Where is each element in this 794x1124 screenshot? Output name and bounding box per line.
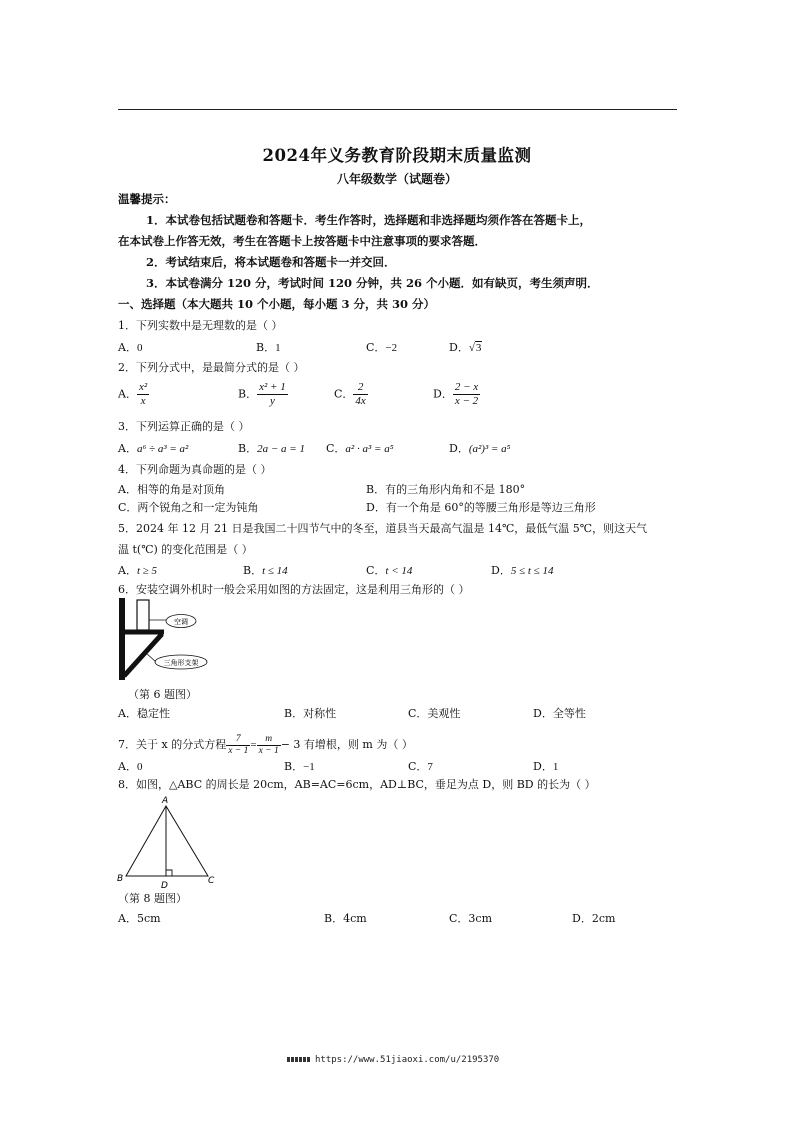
fig-label-bracket: 三角形支架 <box>163 659 199 667</box>
q7-option-d: D．1 <box>533 760 559 773</box>
q1-option-a: A．0 <box>118 341 143 354</box>
q6-stem: 6．安装空调外机时一般会采用如图的方法固定，这是利用三角形的（ ） <box>118 583 470 596</box>
q4-stem: 4．下列命题为真命题的是（ ） <box>118 463 272 476</box>
right-angle-mark <box>166 870 172 876</box>
notice-item-2: 2．考试结束后，将本试题卷和答题卡一并交回． <box>146 255 396 269</box>
fig-label-c: C <box>208 876 215 886</box>
footer-url[interactable]: https://www.51jiaoxi.com/u/2195370 <box>315 1055 500 1065</box>
q5-stem-line-1: 5．2024 年 12 月 21 日是我国二十四节气中的冬至，道县当天最高气温是 14℃，最低气温 5℃，则这天气 <box>118 522 648 535</box>
q8-option-d: D．2cm <box>572 912 616 925</box>
footer-watermark <box>287 1055 499 1065</box>
q6-figure-caption: （第 6 题图） <box>128 688 197 701</box>
q6-figure-ac-bracket <box>116 598 216 682</box>
q5-option-a: A．t ≥ 5 <box>118 564 158 577</box>
fig-label-b: B <box>117 874 124 884</box>
q7-option-a: A．0 <box>118 760 143 773</box>
q4-option-a: A．相等的角是对顶角 <box>118 483 225 496</box>
q6-option-b: B．对称性 <box>284 707 337 720</box>
notice-item-1-line-2: 在本试卷上作答无效，考生在答题卡上按答题卡中注意事项的要求答题． <box>118 234 486 248</box>
q1-stem: 1．下列实数中是无理数的是（ ） <box>118 319 283 332</box>
wall-bar <box>119 598 125 680</box>
sqrt-sign: √3 <box>468 342 482 354</box>
q2-stem: 2．下列分式中，是最简分式的是（ ） <box>118 361 305 374</box>
q2-option-a: A． $\frac{\text{x²}}{x}$ <box>118 381 148 407</box>
ac-unit-rect <box>137 600 149 630</box>
notice-heading: 温馨提示： <box>118 192 176 206</box>
q6-option-d: D．全等性 <box>533 707 586 720</box>
q7-option-c: C．7 <box>408 760 433 773</box>
page-title: 2024年义务教育阶段期末质量监测 <box>262 146 532 165</box>
fig-label-d: D <box>161 881 168 891</box>
q4-option-c: C．两个锐角之和一定为钝角 <box>118 501 259 514</box>
notice-item-3: 3．本试卷满分 120 分，考试时间 120 分钟，共 26 个小题．如有缺页，考生须声明． <box>146 276 599 290</box>
watermark-logo-icon <box>287 1057 311 1062</box>
q7-stem: 7．关于 x 的分式方程 $\frac{7}{x - 1}$ = $\frac{m}{x - 1}$ − 3 有增根，则 m 为（ ） <box>118 733 413 756</box>
bracket-diagonal <box>124 634 162 676</box>
q3-option-a: A．a⁶ ÷ a³ = a² <box>118 442 189 455</box>
q1-option-b: B．1 <box>256 341 281 354</box>
q8-option-a: A．5cm <box>118 912 161 925</box>
q2-option-c: C． $\frac{2}{4x}$ <box>334 381 366 407</box>
q4-option-d: D．有一个角是 60°的等腰三角形是等边三角形 <box>366 501 596 514</box>
callout-line-bracket <box>146 653 156 662</box>
q1-option-d: D．√3 <box>449 341 482 354</box>
top-rule <box>118 109 677 110</box>
section-1-heading: 一、选择题（本大题共 10 个小题，每小题 3 分，共 30 分） <box>118 297 436 311</box>
q1-option-c: C．−2 <box>366 341 398 354</box>
q5-option-d: D．5 ≤ t ≤ 14 <box>491 564 554 577</box>
q4-option-b: B．有的三角形内角和不是 180° <box>366 483 526 496</box>
q2-option-d: D． $\frac{2 - x}{x - 2}$ <box>433 381 479 407</box>
fig-label-ac: 空调 <box>174 618 188 626</box>
q8-figure-triangle <box>114 792 220 892</box>
q3-stem: 3．下列运算正确的是（ ） <box>118 420 250 433</box>
q3-option-b: B．2a − a = 1 <box>238 442 305 455</box>
q3-option-d: D．(a²)³ = a⁵ <box>449 442 511 455</box>
q8-stem: 8．如图，△ABC 的周长是 20cm，AB=AC=6cm，AD⊥BC，垂足为点 D，则 BD 的长为（ ） <box>118 778 596 791</box>
q6-option-c: C．美观性 <box>408 707 461 720</box>
notice-item-1-line-1: 1．本试卷包括试题卷和答题卡．考生作答时，选择题和非选择题均须作答在答题卡上， <box>146 213 591 227</box>
fig-label-a: A <box>162 796 169 806</box>
q5-stem-line-2: 温 t(℃) 的变化范围是（ ） <box>118 543 253 556</box>
q3-option-c: C．a² · a³ = a⁵ <box>326 442 394 455</box>
q2-option-b: B． $\frac{\text{x² + 1}}{y}$ <box>238 381 286 407</box>
q8-option-c: C．3cm <box>449 912 493 925</box>
triangle-abc <box>126 806 208 876</box>
q8-option-b: B．4cm <box>324 912 367 925</box>
page-subtitle: 八年级数学（试题卷） <box>336 172 457 186</box>
q6-option-a: A．稳定性 <box>118 707 170 720</box>
q7-option-b: B．−1 <box>284 760 315 773</box>
q8-figure-caption: （第 8 题图） <box>118 892 187 905</box>
q5-option-b: B．t ≤ 14 <box>243 564 288 577</box>
q5-option-c: C．t < 14 <box>366 564 413 577</box>
